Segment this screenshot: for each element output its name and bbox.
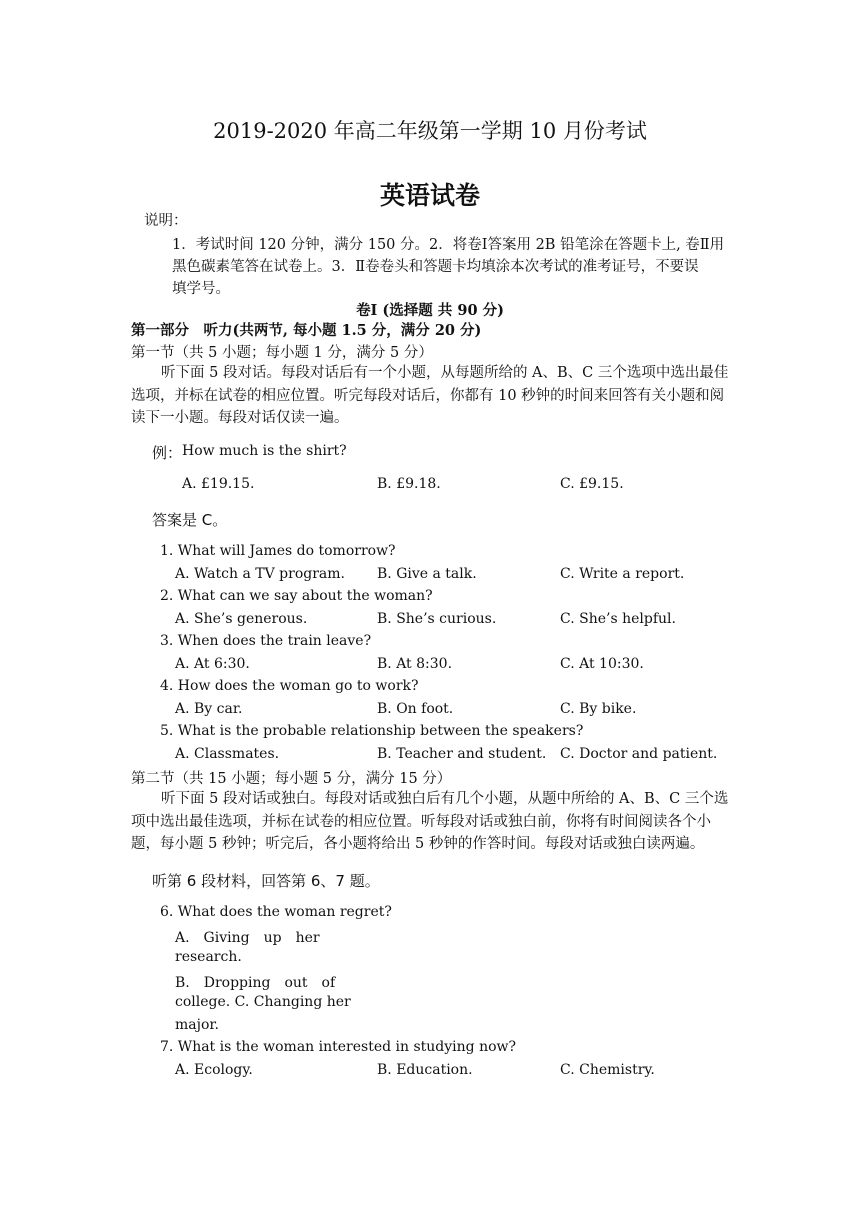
example-label: 例：	[152, 444, 183, 462]
question-2-option-a: A. She’s generous.	[175, 611, 308, 627]
part-1-heading: 第一部分 听力(共两节, 每小题 1.5 分，满分 20 分)	[131, 322, 482, 339]
section-2-instructions: 听下面 5 段对话或独白。每段对话或独白后有几个小题，从题中所给的 A、B、C 三个选项中选出最佳选项，并标在试卷的相应位置。听每段对话或独白前，你将有时间阅读各个小题，每小题 5 秒钟；听完后，各小题将给出 5 秒钟的作答时间。每段对话或独白读两遍。	[131, 791, 729, 852]
example-option-b: B. £9.18.	[377, 476, 441, 492]
question-3: 3. When does the train leave?	[160, 633, 372, 649]
question-6-options-line-3: B. Dropping out of	[175, 975, 336, 991]
notes-line-1: 1．考试时间 120 分钟，满分 150 分。2．将卷Ⅰ答案用 2B 铅笔涂在答题卡上, 卷Ⅱ用	[172, 237, 725, 253]
question-6-options-line-5: major.	[175, 1017, 219, 1033]
question-1: 1. What will James do tomorrow?	[160, 543, 396, 559]
question-4-option-c: C. By bike.	[560, 701, 637, 717]
question-3-option-c: C. At 10:30.	[560, 656, 644, 672]
section-1-heading: 第一节（共 5 小题；每小题 1 分，满分 5 分）	[131, 345, 433, 361]
question-4: 4. How does the woman go to work?	[160, 678, 419, 694]
question-7-option-a: A. Ecology.	[175, 1062, 253, 1078]
question-2-option-c: C. She’s helpful.	[560, 611, 676, 627]
example-question: How much is the shirt?	[182, 443, 347, 459]
question-7-option-b: B. Education.	[377, 1062, 473, 1078]
volume-1-heading: 卷Ⅰ (选择题 共 90 分)	[356, 302, 504, 319]
section-1-instructions: 听下面 5 段对话。每段对话后有一个小题，从每题所给的 A、B、C 三个选项中选出最佳选项，并标在试卷的相应位置。听完每段对话后，你都有 10 秒钟的时间来回答有关小题和阅读下一小题。每段对话仅读一遍。	[131, 365, 729, 426]
question-6-options-line-1: A. Giving up her	[175, 930, 320, 946]
question-4-option-b: B. On foot.	[377, 701, 454, 717]
notes-line-3: 填学号。	[172, 281, 230, 297]
section-2-heading: 第二节（共 15 小题；每小题 5 分，满分 15 分）	[131, 771, 452, 787]
question-5-option-b: B. Teacher and student.	[377, 746, 547, 762]
question-1-option-b: B. Give a talk.	[377, 566, 477, 582]
notes-label: 说明：	[144, 213, 188, 229]
question-1-option-c: C. Write a report.	[560, 566, 685, 582]
question-3-option-a: A. At 6:30.	[175, 656, 250, 672]
question-4-option-a: A. By car.	[175, 701, 243, 717]
question-2: 2. What can we say about the woman?	[160, 588, 433, 604]
question-5-option-a: A. Classmates.	[175, 746, 280, 762]
question-6-options-line-4: college. C. Changing her	[175, 994, 351, 1010]
question-7-option-c: C. Chemistry.	[560, 1062, 655, 1078]
exam-subject-title: 英语试卷	[379, 181, 480, 210]
exam-title: 2019-2020 年高二年级第一学期 10 月份考试	[213, 119, 647, 143]
question-7: 7. What is the woman interested in studying now?	[160, 1039, 517, 1055]
question-3-option-b: B. At 8:30.	[377, 656, 453, 672]
example-option-a: A. £19.15.	[182, 476, 255, 492]
question-5: 5. What is the probable relationship between the speakers?	[160, 723, 584, 739]
example-option-c: C. £9.15.	[560, 476, 624, 492]
question-5-option-c: C. Doctor and patient.	[560, 746, 718, 762]
example-answer: 答案是 C。	[152, 511, 228, 529]
material-prompt: 听第 6 段材料，回答第 6、7 题。	[152, 872, 380, 890]
question-6-options-line-2: research.	[175, 949, 242, 965]
question-6: 6. What does the woman regret?	[160, 904, 392, 920]
notes-line-2: 黑色碳素笔答在试卷上。3．Ⅱ卷卷头和答题卡均填涂本次考试的准考证号，不要误	[172, 259, 699, 275]
question-1-option-a: A. Watch a TV program.	[175, 566, 345, 582]
question-2-option-b: B. She’s curious.	[377, 611, 497, 627]
